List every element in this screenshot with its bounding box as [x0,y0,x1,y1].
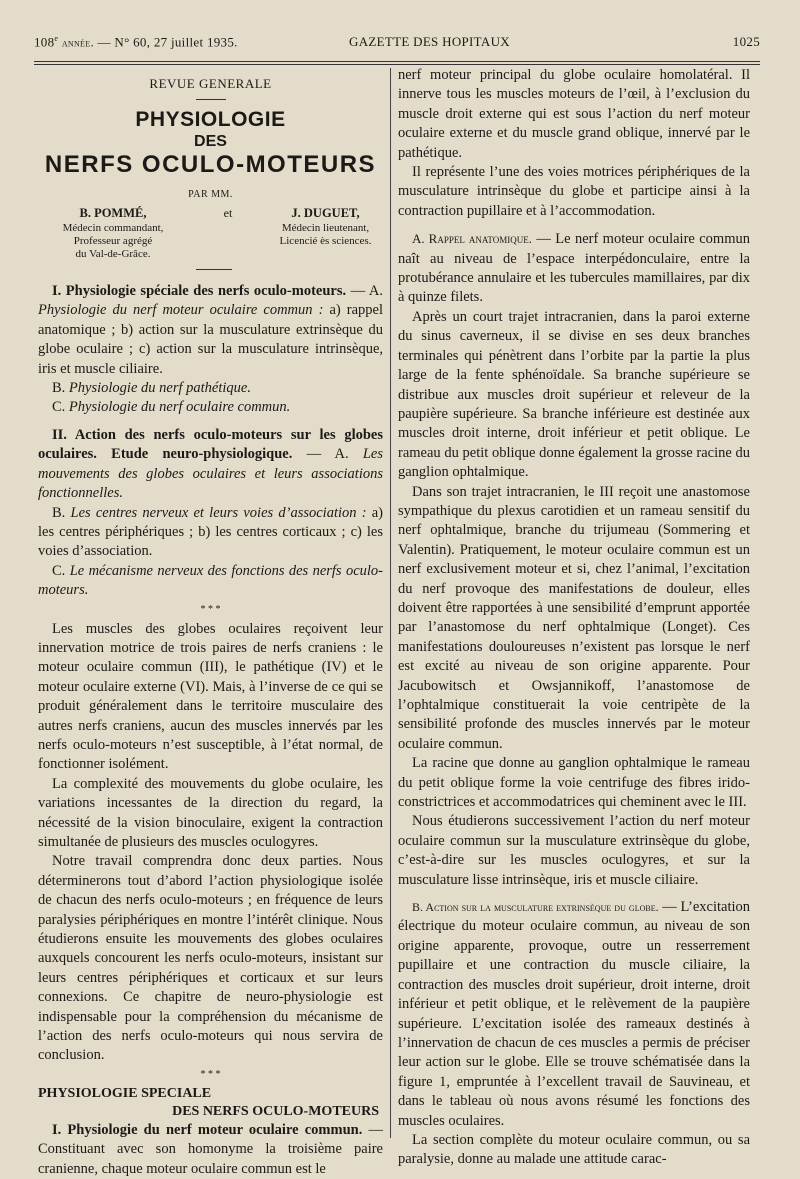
toc-part-1-heading: I. Physiologie spéciale des nerfs oculo-moteurs. [52,283,347,300]
toc-part-1-c [38,398,383,417]
paragraph-text: — Constituant avec son homonyme la troisième paire cranienne, chaque moteur oculaire commun est le [38,1121,384,1177]
paragraph-text: — Le nerf moteur oculaire commun naît au niveau de l’espace interpédonculaire, entre la protubérance annulaire et les tubercules mamillaires, par dix à quinze filets. [398,231,750,306]
toc-lead: — A. [346,283,383,300]
toc-item-italic: Physiologie du nerf moteur oculaire commun : [38,302,330,319]
toc-item-text: a) les centres périphériques ; b) les centres corticaux ; c) les voies d’association. [38,504,384,560]
year-word: année [61,37,91,50]
author-2 [268,206,383,261]
section-label: REVUE GENERALE [149,76,272,91]
running-header [34,34,760,54]
authors-block [38,206,383,261]
page-number: 1025 [732,34,760,49]
toc-lead: B. [52,504,71,521]
title-line-1: PHYSIOLOGIE [135,108,286,132]
author-1-affiliation-1: Médecin commandant, [62,222,164,235]
right-column [398,66,750,1170]
paragraph-text: — L’excitation électrique du moteur oculaire commun, au niveau de son origine apparente, provoque, outre un resserrement pupillaire et une contraction du muscle ciliaire, la contraction des muscles droit supérieur, droit interne, droit inférieur et petit oblique, et le relèvement de la paupière supérieure. L’excitation isolée des rameaux destinés à l’innervation de chacun de ces muscles a permis de préciser leur action sur le globe. Elle se trouve schématisée dans la figure 1, empruntée à l’excellent travail de Sauvineau, et dans le tableau où nous avons résumé les fonctions des muscles oculaires. [398,899,751,1129]
byline-rule [196,269,232,270]
toc-part-1 [38,282,383,379]
paragraph-heading: B. Action sur la musculature extrinsèque du globe. [412,900,659,915]
journal-name: GAZETTE DES HOPITAUX [349,34,510,49]
year-superscript: e [54,34,59,43]
subsection-heading-line-1: PHYSIOLOGIE SPECIALE [38,1085,212,1101]
body-paragraph: Les muscles des globes oculaires reçoivent leur innervation motrice de trois paires de nerfs craniens : le moteur oculaire commun (III), le pathétique (IV) et le moteur oculaire externe (VI). Mais, à l’inverse de ce qui se produit généralement dans le territoire musculaire des autres nerfs craniens, aucun des muscles innervés par les nerfs oculo-moteurs n’est susceptible, à l’état normal, de fonctionner isolément. [38,620,383,773]
subsection-heading [38,1085,383,1121]
asterism: * * * [200,1068,221,1080]
toc-item-italic: Les centres nerveux et leurs voies d’association : [70,504,372,521]
section-rule [196,99,226,100]
body-paragraph: La racine que donne au ganglion ophtalmique le rameau du petit oblique forme la voie centrifuge des fibres irido-constrictrices et accommodatrices qui cheminent avec le III. [398,755,750,811]
toc-item-italic: Le mécanisme nerveux des fonctions des nerfs oculo-moteurs. [38,562,383,599]
column-divider [390,68,391,1138]
toc-item-italic: Les mouvements des globes oculaires et leurs associations fonctionnelles. [38,446,383,502]
year-number: 108 [34,34,55,50]
header-rule-double [34,64,760,65]
toc-part-2-heading: II. Action des nerfs oculo-moteurs sur les globes oculaires. Etude neuro-physiologique. [38,426,383,463]
author-2-name: J. DUGUET, [291,206,360,221]
header-rule [34,61,760,62]
toc-item-text: a) rappel anatomique ; b) action sur la musculature extrinsèque du globe oculaire ; c) action sur la musculature intrinsèque, iris et muscle ciliaire. [38,302,383,377]
issue-date: . — N° 60, 27 juillet 1935. [90,34,238,50]
toc-lead: B. [52,380,69,397]
toc-lead: C. [52,399,69,416]
toc-item-italic: Physiologie du nerf oculaire commun. [68,399,291,416]
author-1 [38,206,188,261]
body-paragraph: Après un court trajet intracranien, dans la paroi externe du sinus caverneux, il se divise en ses deux branches terminales qui pénètrent dans l’orbite par la partie la plus large de la fente sphénoïdale. Sa branche supérieure se distribue aux muscles droit supérieur et releveur de la paupière supérieure. Sa branche inférieure est destinée aux muscles droit interne, droit inférieur et petit oblique. Le rameau du petit oblique donne également la grosse racine du ganglion ophtalmique. [398,308,750,481]
toc-part-1-b [38,379,383,398]
body-paragraph: Il représente l’une des voies motrices périphériques de la musculature intrinsèque du globe et participe ainsi à la contraction pupillaire et à l’accommodation. [398,164,750,219]
toc-lead: C. [52,562,70,579]
paragraph-heading: I. Physiologie du nerf moteur oculaire commun. [52,1121,363,1138]
byline-par: PAR MM. [188,188,233,200]
author-1-name: B. POMMÉ, [79,206,147,221]
left-column [38,66,383,1179]
toc-part-2 [38,426,383,504]
author-1-affiliation-3: du Val-de-Grâce. [75,248,151,261]
asterism: * * * [200,603,221,615]
title-line-3: NERFS OCULO-MOTEURS [44,151,377,179]
body-paragraph: Dans son trajet intracranien, le III reçoit une anastomose sympathique du plexus carotidien et un rameau sensitif du nerf ophtalmique, branche du trijumeau (Sommering et Valentin). Pratiquement, le moteur oculaire commun est un nerf exclusivement moteur et si, chez l’animal, l’excitation du nerf provoque des manifestations de douleur, elles doivent être rapportées à une sensibilité d’emprunt apportée par l’anastomose du nerf ophtalmique (Longet). Ces manifestations douloureuses n’existent pas lorsque le nerf est excité au niveau de son origine apparente. Pour Jacubowitsch et Owsjannikoff, l’anastomose de l’ophtalmique constituerait la voie centripète de la sensibilité profonde des muscles innervés par le moteur oculaire commun. [398,483,750,752]
title-line-2: DES [194,132,227,150]
author-2-affiliation-2: Licencié ès sciences. [279,235,372,248]
toc-lead: — A. [292,446,363,463]
paragraph-heading: A. Rappel anatomique. [412,231,532,247]
body-paragraph: nerf moteur principal du globe oculaire homolatéral. Il innerve tous les muscles moteurs de l’œil, à l’exclusion du muscle droit externe qui est sous l’action du nerf moteur oculaire externe et du muscle grand oblique, innervé par le pathétique. [398,67,750,161]
toc-item-italic: Physiologie du nerf pathétique. [68,380,251,397]
body-paragraph [398,898,750,1131]
author-conjunction: et [223,206,233,221]
body-paragraph [398,229,750,308]
body-paragraph: Notre travail comprendra donc deux parties. Nous déterminerons tout d’abord l’action physiologique isolée de chacun des nerfs oculo-moteurs ; en fréquence de leurs paralysies périphériques en montre l’intérêt clinique. Nous étudierons ensuite les mouvements des globes oculaires auxquels concourent les nerfs oculo-moteurs, insistant sur leurs centres périphériques et corticaux et sur leurs connexions. Ce chapitre de neuro-physiologie est indispensable pour la compréhension du mécanisme de l’action des nerfs oculo-moteurs qui nous servira de conclusion. [38,853,383,1064]
body-paragraph: Nous étudierons successivement l’action du nerf moteur oculaire commun sur la musculature extrinsèque du globe, c’est-à-dire sur les muscles oculogyres, et sur la musculature lisse intrinsèque, iris et muscle ciliaire. [398,813,750,888]
body-paragraph [38,1121,383,1179]
author-2-affiliation-1: Médecin lieutenant, [281,222,370,235]
toc-part-2-c [38,562,383,601]
subsection-heading-line-2: DES NERFS OCULO-MOTEURS [172,1103,379,1119]
body-paragraph: La section complète du moteur oculaire commun, ou sa paralysie, donne au malade une attitude carac- [398,1131,750,1168]
body-paragraph: La complexité des mouvements du globe oculaire, les variations incessantes de la direction du regard, la nécessité de la vision binoculaire, exigent la contraction simultanée de plusieurs des muscles oculogyres. [38,775,383,850]
author-1-affiliation-2: Professeur agrégé [73,235,153,248]
issue-info [34,34,238,50]
toc-part-2-b [38,504,383,562]
